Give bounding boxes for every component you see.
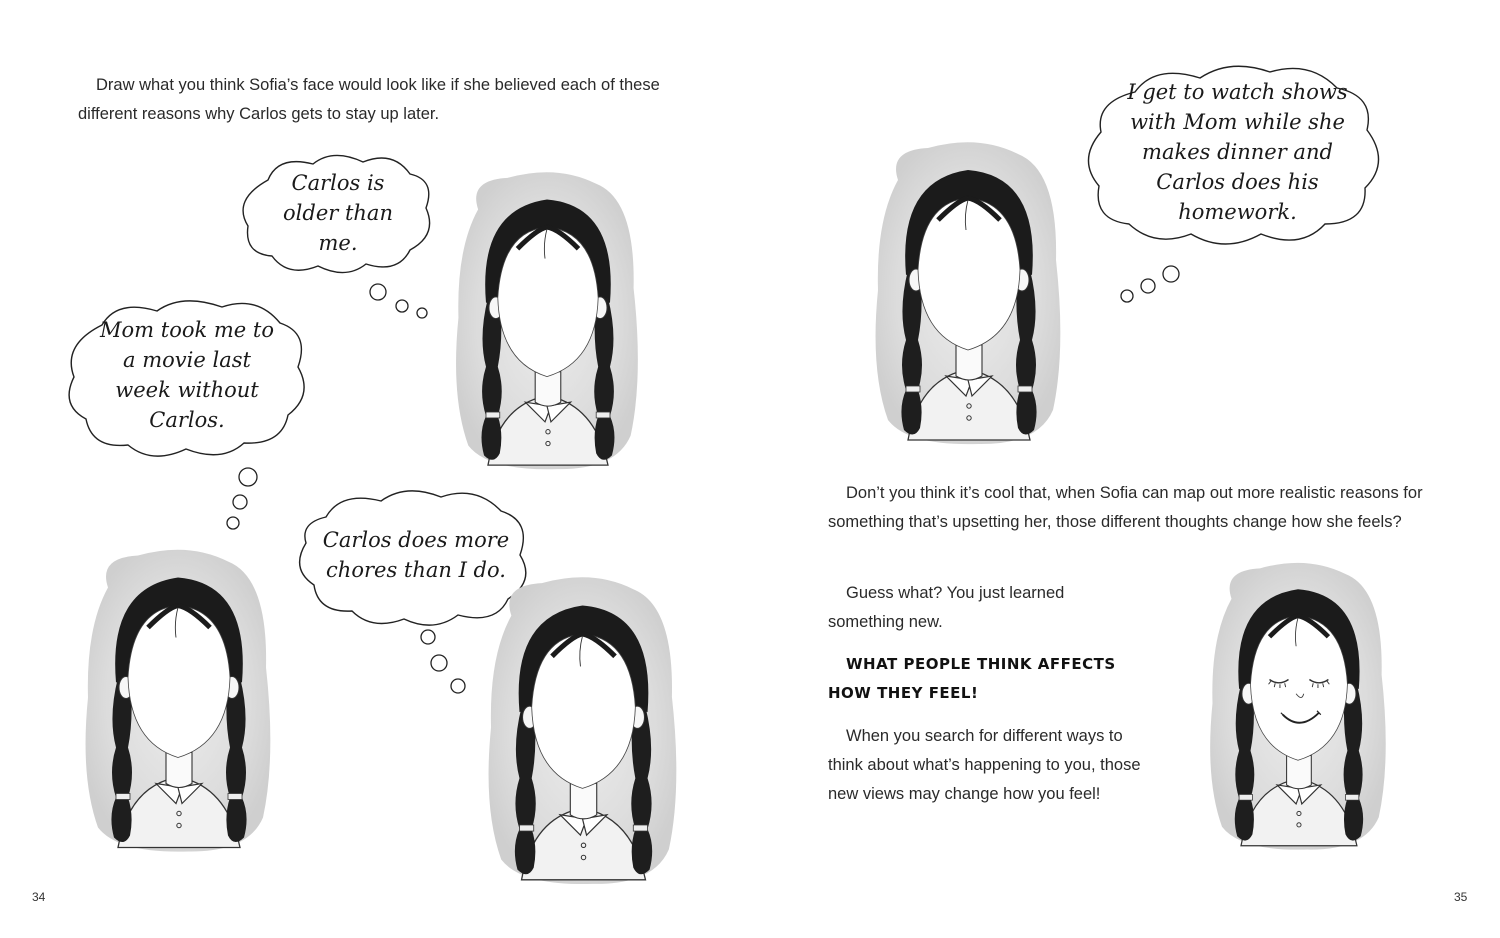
section-heading: WHAT PEOPLE THINK AFFECTS HOW THEY FEEL! [828, 655, 1116, 702]
page-number-left: 34 [32, 890, 46, 904]
sofia-blank-face-bottom-left [78, 545, 278, 860]
paragraph-new-views: When you search for different ways to think about what’s happening to you, those new views may change how you feel! [828, 727, 1141, 803]
bubble-older-text: Carlos is older than me. [283, 170, 393, 255]
sofia-happy-face [1203, 558, 1393, 858]
page-number-right: 35 [1454, 890, 1468, 904]
paragraph-guess-what: Guess what? You just learned something new. [828, 584, 1065, 631]
sofia-blank-face-bottom-right [480, 575, 685, 890]
bubble-movie-text: Mom took me to a movie last week without Carlos. [100, 318, 274, 432]
sofia-blank-face-right [868, 140, 1068, 450]
thought-bubble-watch [1085, 62, 1390, 312]
sofia-blank-face-top [447, 170, 647, 475]
intro-text: Draw what you think Sofia’s face would look like if she believed each of these different reasons why Carlos gets to stay up later. [78, 76, 660, 123]
thought-bubble-movie [62, 295, 312, 535]
right-page [750, 0, 1500, 938]
paragraph-realistic-reasons: Don’t you think it’s cool that, when Sofia can map out more realistic reasons for something that’s upsetting her, those different thoughts change how she feels? [828, 484, 1423, 531]
bubble-chores-text: Carlos does more chores than I do. [322, 528, 510, 582]
bubble-watch-text: I get to watch shows with Mom while she makes dinner and Carlos does his homework. [1127, 80, 1348, 224]
